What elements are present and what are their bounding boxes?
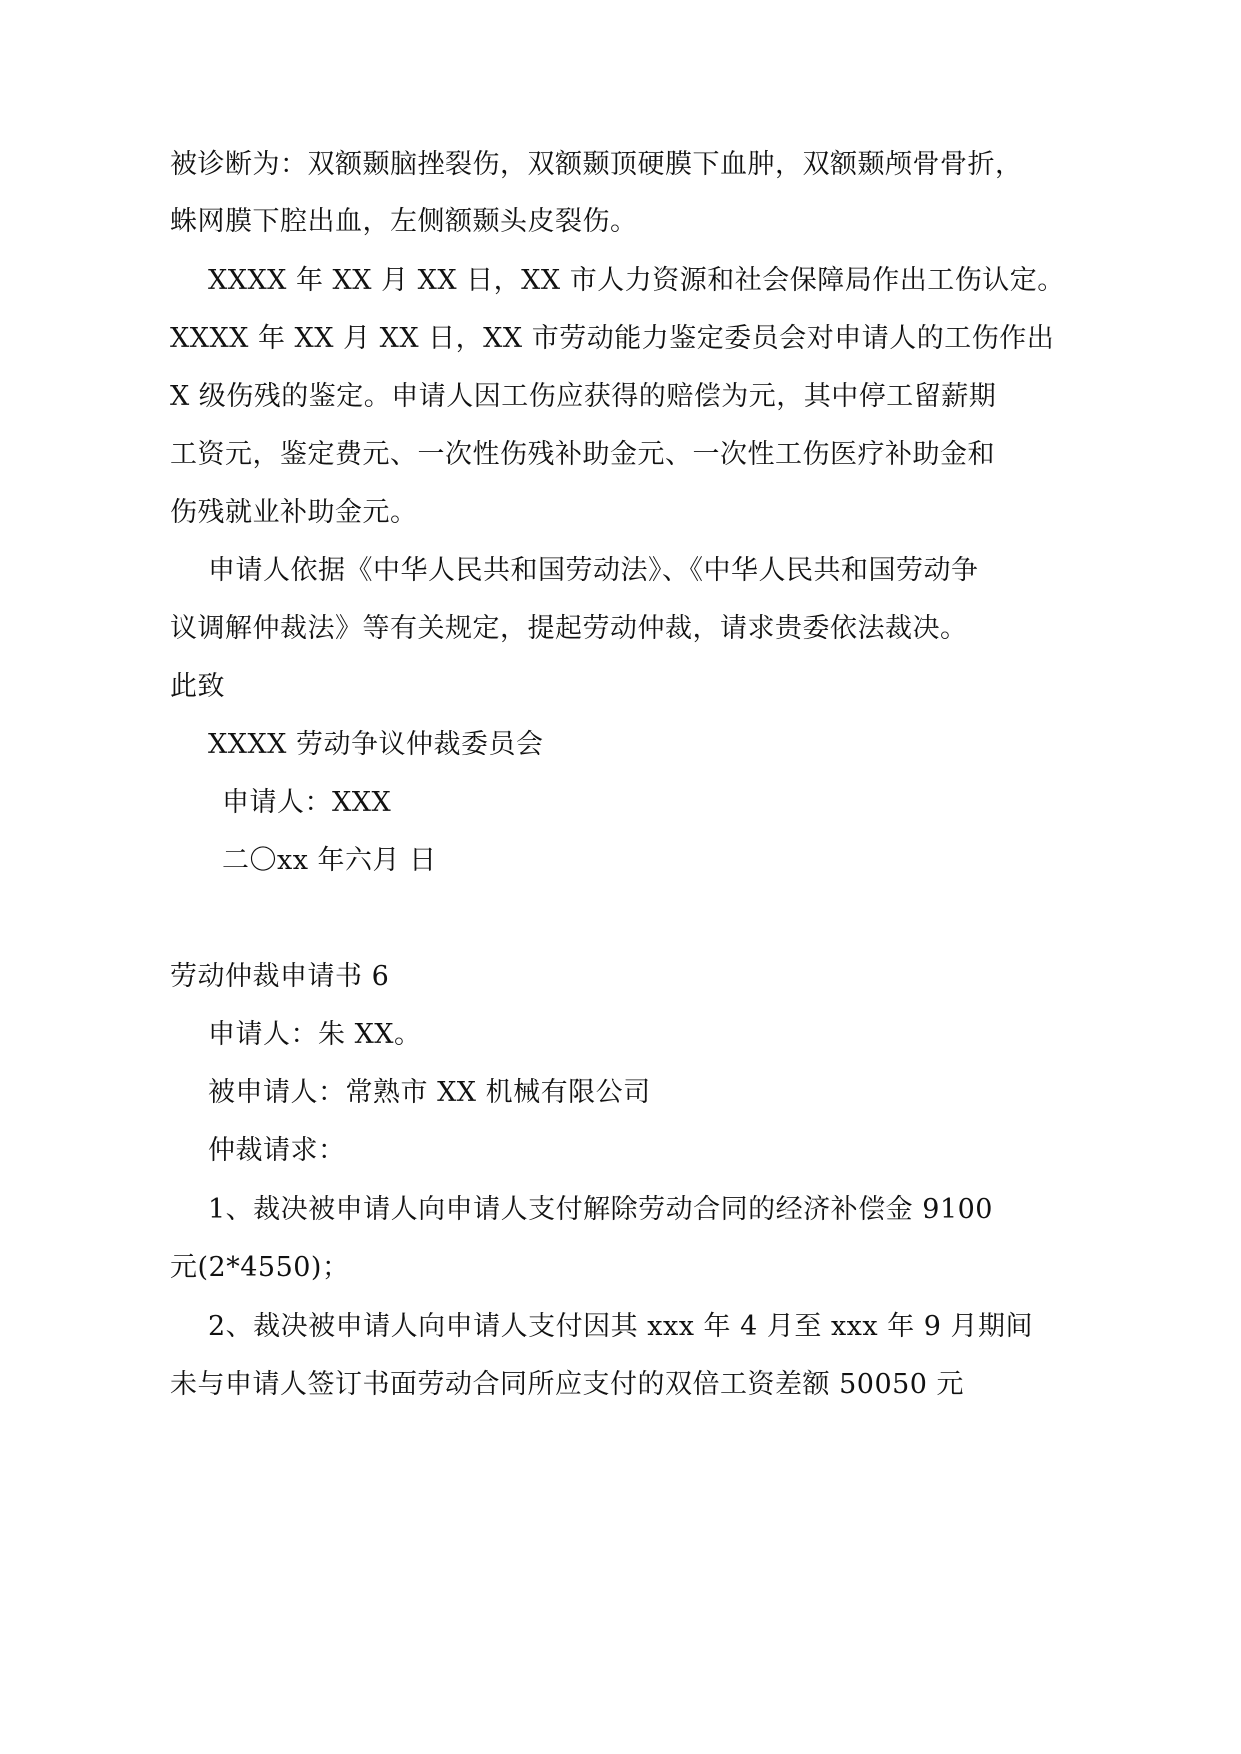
applicant-line: 申请人：朱 XX。 [208, 1019, 422, 1050]
text-line: 工资元，鉴定费元、一次性伤残补助金元、一次性工伤医疗补助金和 [170, 439, 995, 470]
signature-date: 二〇xx 年六月 日 [222, 845, 437, 876]
text-line: 被诊断为：双额颞脑挫裂伤，双额颞顶硬膜下血肿，双额颞颅骨骨折， [170, 149, 1023, 180]
closing-salutation: 此致 [170, 671, 225, 702]
text-line: 元(2*4550)； [170, 1252, 350, 1283]
text-line: 1、裁决被申请人向申请人支付解除劳动合同的经济补偿金 9100 [208, 1194, 993, 1225]
text-line: XXXX 年 XX 月 XX 日，XX 市劳动能力鉴定委员会对申请人的工伤作出 [170, 323, 1055, 354]
text-line: 蛛网膜下腔出血，左侧额颞头皮裂伤。 [170, 206, 638, 237]
request-heading: 仲裁请求： [208, 1135, 346, 1166]
respondent-line: 被申请人：常熟市 XX 机械有限公司 [208, 1077, 651, 1108]
text-line: 2、裁决被申请人向申请人支付因其 xxx 年 4 月至 xxx 年 9 月期间 [208, 1311, 1034, 1342]
recipient: XXXX 劳动争议仲裁委员会 [208, 729, 544, 760]
applicant-signature: 申请人：XXX [222, 787, 392, 818]
text-line: 伤残就业补助金元。 [170, 497, 418, 528]
text-line: 未与申请人签订书面劳动合同所应支付的双倍工资差额 50050 元 [170, 1369, 965, 1400]
text-line: X 级伤残的鉴定。申请人因工伤应获得的赔偿为元，其中停工留薪期 [170, 381, 997, 412]
text-line: 申请人依据《中华人民共和国劳动法》、《中华人民共和国劳动争 [208, 555, 979, 586]
section-title: 劳动仲裁申请书 6 [170, 961, 390, 992]
text-line: XXXX 年 XX 月 XX 日，XX 市人力资源和社会保障局作出工伤认定。 [208, 265, 1065, 296]
text-line: 议调解仲裁法》等有关规定，提起劳动仲裁，请求贵委依法裁决。 [170, 613, 968, 644]
